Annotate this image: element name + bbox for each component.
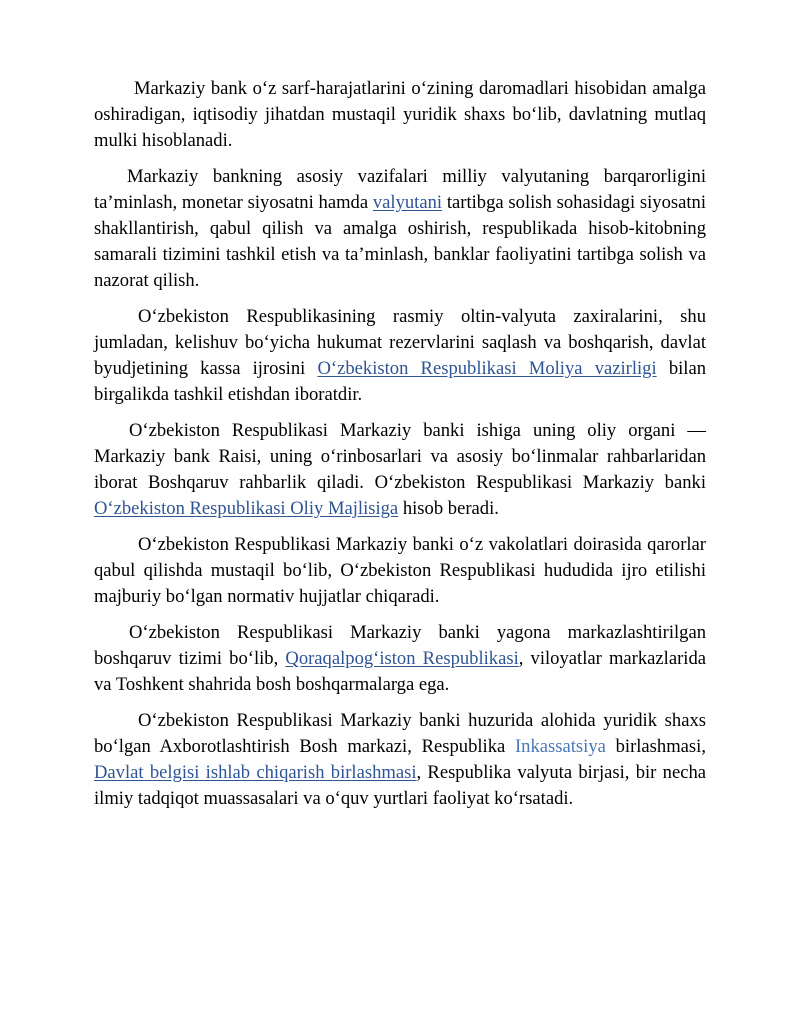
- paragraph-text: Markaziy bank o‘z sarf-harajatlarini o‘zining daromadlari hisobidan amalga oshiradigan, iqtisodiy jihatdan mustaqil yuridik shaxs bo‘lib, davlatning mutlaq mulki hisoblanadi.: [94, 78, 711, 151]
- paragraph-4: [94, 418, 711, 522]
- document-page: [94, 76, 711, 822]
- paragraph-3: [94, 304, 711, 408]
- paragraph-text: tartibga solish sohasidagi siyosatni shakllantirish, qabul qilish va amalga oshirish, respublikada hisob-kitobning samarali tizimini tashkil etish va ta’minlash, banklar faoliyatini tartibga solish va nazorat qilish.: [94, 192, 711, 291]
- paragraph-2: [94, 164, 711, 294]
- paragraph-7: [94, 708, 711, 812]
- link-davlat-belgisi[interactable]: Davlat belgisi ishlab chiqarish birlashmasi: [94, 762, 417, 783]
- paragraph-text: birlashmasi,: [605, 736, 711, 757]
- paragraph-text: , Respublika valyuta birjasi, bir necha ilmiy tadqiqot muassasalari va o‘quv yurtlari faoliyat ko‘rsatadi.: [94, 762, 711, 809]
- paragraph-text: O‘zbekiston Respublikasi Markaziy banki o‘z vakolatlari doirasida qarorlar qabul qilishda mustaqil bo‘lib, O‘zbekiston Respublikasi hududida ijro etilishi majburiy bo‘lgan normativ hujjatlar chiqaradi.: [94, 534, 711, 607]
- paragraph-text: O‘zbekiston Respublikasi Markaziy banki huzurida alohida yuridik shaxs bo‘lgan Axborotlashtirish Bosh markazi, Respublika: [94, 710, 711, 757]
- link-inkassatsiya[interactable]: Inkassatsiya: [514, 736, 606, 757]
- paragraph-text: hisob beradi.: [398, 498, 499, 519]
- paragraph-6: [94, 620, 711, 698]
- paragraph-text: O‘zbekiston Respublikasi Markaziy banki ishiga uning oliy organi — Markaziy bank Raisi, uning o‘rinbosarlari va asosiy bo‘linmalar rahbarlaridan iborat Boshqaruv rahbarlik qiladi. O‘zbekiston Respublikasi Markaziy banki: [94, 420, 711, 493]
- paragraph-text: O‘zbekiston Respublikasining rasmiy oltin-valyuta zaxiralarini, shu jumladan, kelishuv bo‘yicha hukumat rezervlarini saqlash va boshqarish, davlat byudjetining kassa ijrosini: [94, 306, 711, 379]
- paragraph-text: bilan birgalikda tashkil etishdan iboratdir.: [94, 358, 711, 405]
- link-valyutani[interactable]: valyutani: [372, 192, 443, 213]
- link-oliy-majlis[interactable]: O‘zbekiston Respublikasi Oliy Majlisiga: [94, 498, 399, 519]
- link-moliya-vazirligi[interactable]: O‘zbekiston Respublikasi Moliya vazirligi: [317, 358, 657, 379]
- paragraph-text: Markaziy bankning asosiy vazifalari milliy valyutaning barqarorligini ta’minlash, monetar siyosatni hamda: [94, 166, 711, 213]
- paragraph-1: [94, 76, 711, 154]
- paragraph-5: [94, 532, 711, 610]
- link-qoraqalpogiston[interactable]: Qoraqalpog‘iston Respublikasi: [285, 648, 519, 669]
- paragraph-text: O‘zbekiston Respublikasi Markaziy banki yagona markazlashtirilgan boshqaruv tizimi bo‘lib,: [94, 622, 711, 669]
- paragraph-text: , viloyatlar markazlarida va Toshkent shahrida bosh boshqarmalarga ega.: [94, 648, 711, 695]
